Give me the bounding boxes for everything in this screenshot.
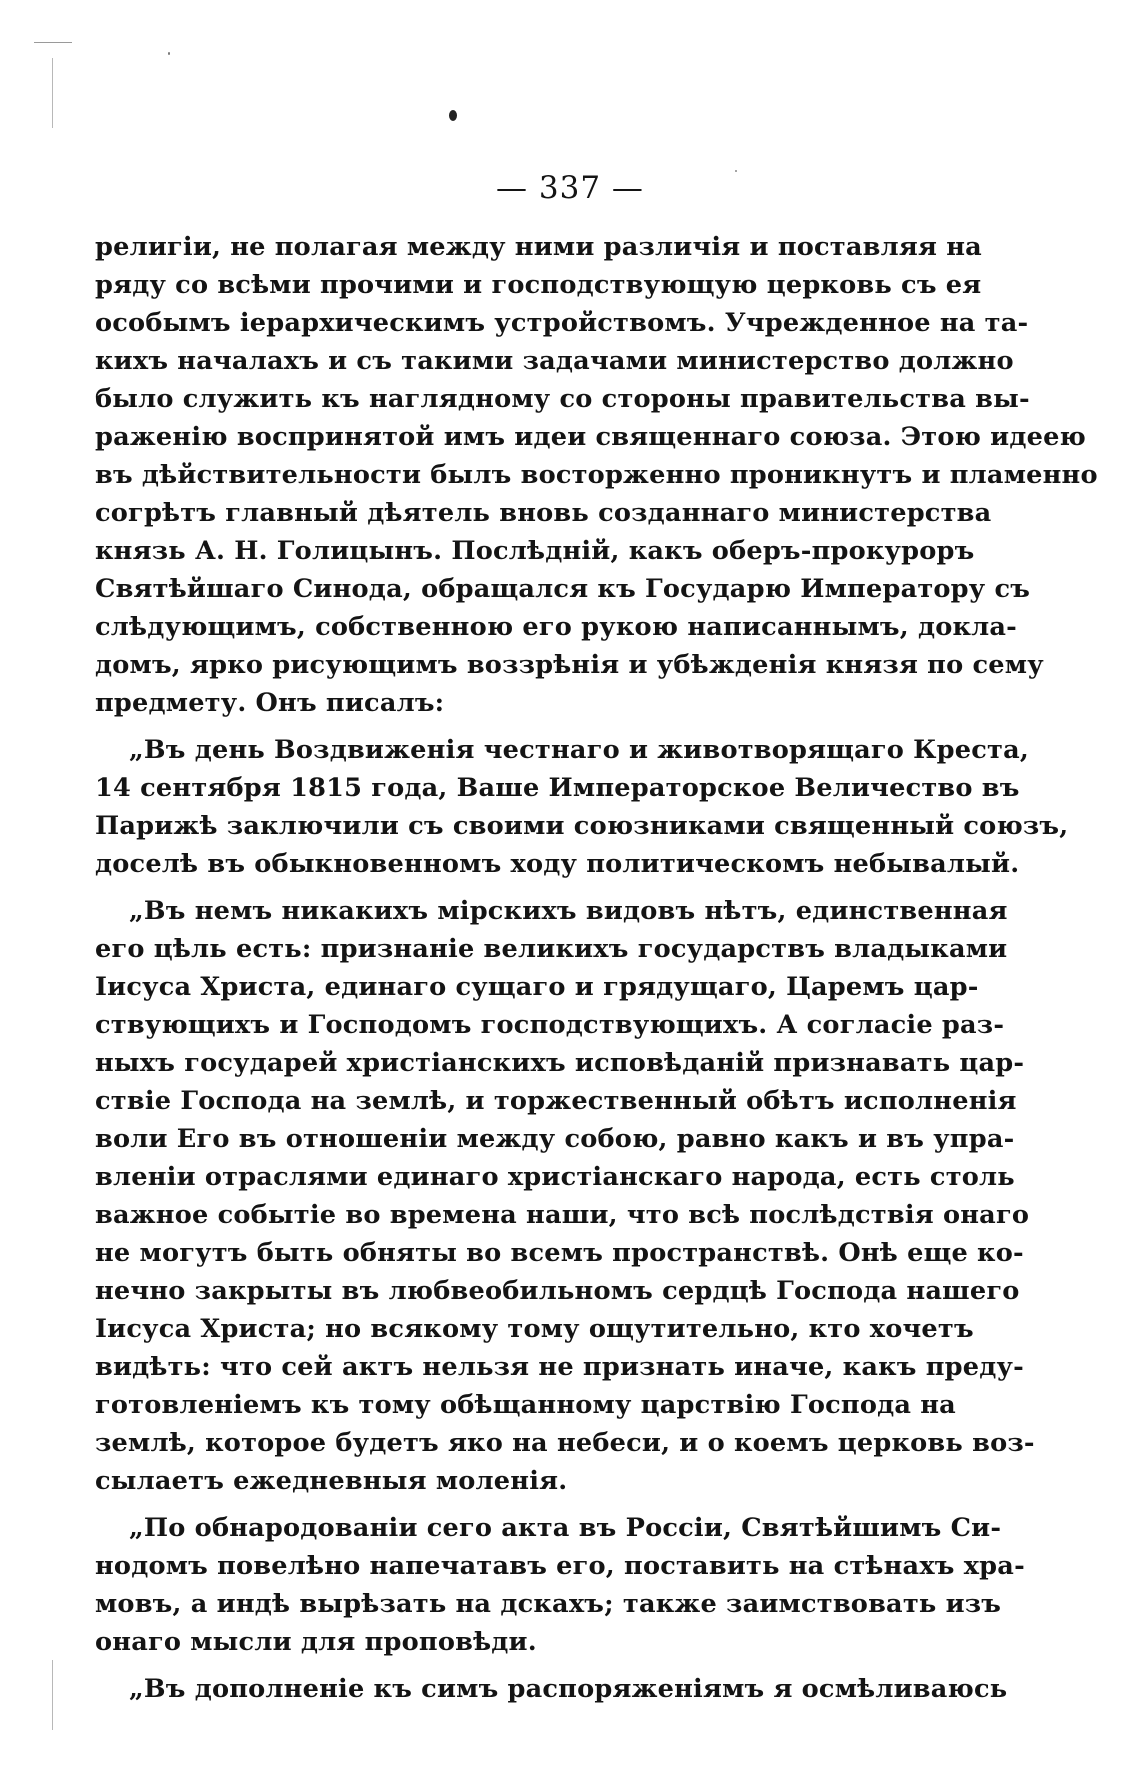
text-line: домъ, ярко рисующимъ воззрѣнія и убѣжденія князя по сему xyxy=(95,650,1044,680)
text-line: землѣ, которое будетъ яко на небеси, и о коемъ церковь воз- xyxy=(95,1428,1035,1458)
text-line: „Въ немъ никакихъ мірскихъ видовъ нѣтъ, единственная xyxy=(129,896,1008,926)
text-line: воли Его въ отношеніи между собою, равно какъ и въ упра- xyxy=(95,1124,1015,1154)
text-line: 14 сентября 1815 года, Ваше Императорское Величество въ xyxy=(95,773,1020,803)
paragraph xyxy=(95,228,1098,722)
paragraph xyxy=(95,1509,1025,1661)
text-line: нечно закрыты въ любвеобильномъ сердцѣ Господа нашего xyxy=(95,1276,1020,1306)
body-text xyxy=(95,228,1098,1708)
paragraph xyxy=(95,1670,1008,1708)
text-line: ныхъ государей христіанскихъ исповѣданій признавать цар- xyxy=(95,1048,1025,1078)
text-line: „По обнародованіи сего акта въ Россіи, Святѣйшимъ Си- xyxy=(129,1513,1002,1543)
text-line: Іисуса Христа, единаго сущаго и грядущаго, Царемъ цар- xyxy=(95,972,979,1002)
text-line: Іисуса Христа; но всякому тому ощутительно, кто хочетъ xyxy=(95,1314,974,1344)
text-line: ствующихъ и Господомъ господствующихъ. А согласіе раз- xyxy=(95,1010,1005,1040)
text-line: въ дѣйствительности былъ восторженно проникнутъ и пламенно xyxy=(95,460,1098,490)
paragraph xyxy=(95,892,1035,1500)
text-line: сылаетъ ежедневныя моленія. xyxy=(95,1466,568,1496)
page-number: — 337 — xyxy=(496,170,644,206)
text-line: не могутъ быть обняты во всемъ пространствѣ. Онѣ еще ко- xyxy=(95,1238,1024,1268)
text-line: раженію воспринятой имъ идеи священнаго союза. Этою идеею xyxy=(95,422,1086,452)
text-line: „Въ день Воздвиженія честнаго и животворящаго Креста, xyxy=(129,735,1029,765)
text-line: его цѣль есть: признаніе великихъ государствъ владыками xyxy=(95,934,1008,964)
text-line: слѣдующимъ, собственною его рукою написаннымъ, докла- xyxy=(95,612,1018,642)
text-line: готовленіемъ къ тому обѣщанному царствію Господа на xyxy=(95,1390,956,1420)
text-line: Святѣйшаго Синода, обращался къ Государю Императору съ xyxy=(95,574,1031,604)
text-line: нодомъ повелѣно напечатавъ его, поставить на стѣнахъ хра- xyxy=(95,1551,1025,1581)
paragraph xyxy=(95,731,1069,883)
ink-speck xyxy=(168,52,170,55)
text-line: ряду со всѣми прочими и господствующую церковь съ ея xyxy=(95,270,982,300)
text-line: было служить къ наглядному со стороны правительства вы- xyxy=(95,384,1030,414)
text-line: Парижѣ заключили съ своими союзниками священный союзъ, xyxy=(95,811,1069,841)
text-line: особымъ іерархическимъ устройствомъ. Учрежденное на та- xyxy=(95,308,1029,338)
text-line: вленіи отраслями единаго христіанскаго народа, есть столь xyxy=(95,1162,1015,1192)
text-line: кихъ началахъ и съ такими задачами министерство должно xyxy=(95,346,1014,376)
text-line: князь А. Н. Голицынъ. Послѣдній, какъ оберъ-прокуроръ xyxy=(95,536,975,566)
text-line: доселѣ въ обыкновенномъ ходу политическомъ небывалый. xyxy=(95,849,1020,879)
text-line: религіи, не полагая между ними различія и поставляя на xyxy=(95,232,982,262)
scan-edge-mark xyxy=(52,1660,53,1730)
ink-speck xyxy=(449,110,457,121)
text-line: мовъ, а индѣ вырѣзать на дскахъ; также заимствовать изъ xyxy=(95,1589,1002,1619)
text-line: онаго мысли для проповѣди. xyxy=(95,1627,537,1657)
text-line: предмету. Онъ писалъ: xyxy=(95,688,445,718)
scan-edge-mark xyxy=(52,58,53,128)
text-line: „Въ дополненіе къ симъ распоряженіямъ я осмѣливаюсь xyxy=(129,1674,1008,1704)
text-line: важное событіе во времена наши, что всѣ послѣдствія онаго xyxy=(95,1200,1030,1230)
scan-edge-mark xyxy=(34,42,72,43)
text-line: ствіе Господа на землѣ, и торжественный обѣтъ исполненія xyxy=(95,1086,1017,1116)
text-line: согрѣтъ главный дѣятель вновь созданнаго министерства xyxy=(95,498,992,528)
text-line: видѣть: что сей актъ нельзя не признать иначе, какъ преду- xyxy=(95,1352,1024,1382)
